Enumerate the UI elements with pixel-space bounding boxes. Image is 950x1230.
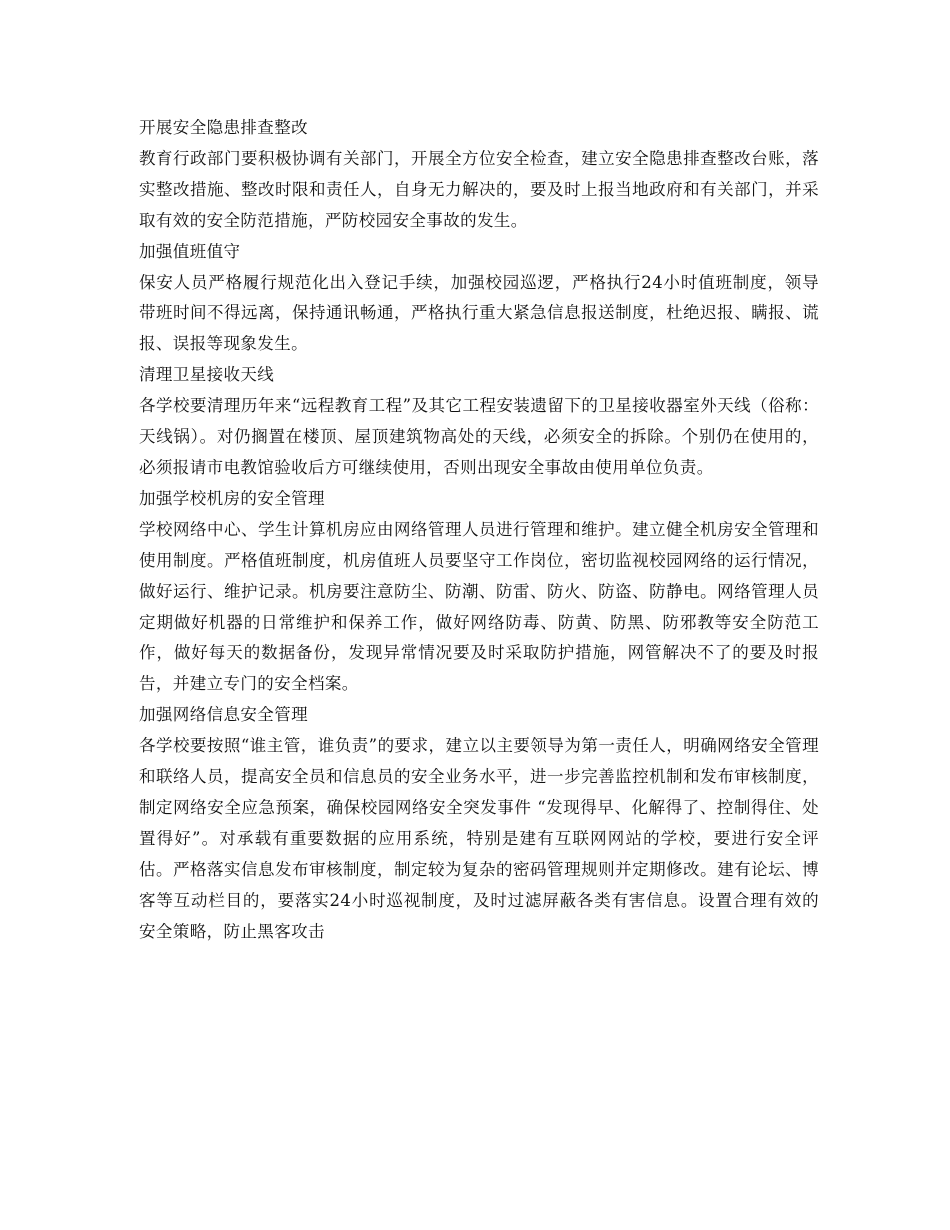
section-body: 各学校要按照“谁主管，谁负责”的要求，建立以主要领导为第一责任人，明确网络安全管理和联络人员，提高安全员和信息员的安全业务水平，进一步完善监控机制和发布审核制度，制定网络安全应急预案，确保校园网络安全突发事件 “发现得早、化解得了、控制得住、处置得好”。对承载有重要数据的应用系统，特别是建有互联网网站的学校，要进行安全评估。严格落实信息发布审核制度，制定较为复杂的密码管理规则并定期修改。建有论坛、博客等互动栏目的，要落实24小时巡视制度，及时过滤屏蔽各类有害信息。设置合理有效的安全策略，防止黑客攻击	[139, 736, 819, 941]
section-body: 保安人员严格履行规范化出入登记手续，加强校园巡逻，严格执行24小时值班制度，领导带班时间不得远离，保持通讯畅通，严格执行重大紧急信息报送制度，杜绝迟报、瞒报、谎报、误报等现象发生。	[139, 272, 819, 354]
section-duty-watch	[139, 237, 819, 361]
section-title: 清理卫星接收天线	[139, 365, 275, 385]
section-body: 学校网络中心、学生计算机房应由网络管理人员进行管理和维护。建立健全机房安全管理和使用制度。严格值班制度，机房值班人员要坚守工作岗位，密切监视校园网络的运行情况，做好运行、维护记录。机房要注意防尘、防潮、防雷、防火、防盗、防静电。网络管理人员定期做好机器的日常维护和保养工作，做好网络防毒、防黄、防黑、防邪教等安全防范工作，做好每天的数据备份，发现异常情况要及时采取防护措施，网管解决不了的要及时报告，并建立专门的安全档案。	[139, 519, 819, 694]
section-title: 加强网络信息安全管理	[139, 705, 308, 725]
section-computer-room-safety	[139, 484, 819, 700]
section-safety-hazard-inspection	[139, 113, 819, 237]
section-body: 各学校要清理历年来“远程教育工程”及其它工程安装遗留下的卫星接收器室外天线（俗称：天线锅）。对仍搁置在楼顶、屋顶建筑物高处的天线，必须安全的拆除。个别仍在使用的，必须报请市电教馆验收后方可继续使用，否则出现安全事故由使用单位负责。	[139, 396, 819, 477]
section-title: 加强值班值守	[139, 241, 241, 261]
section-satellite-antenna	[139, 360, 819, 484]
document-page	[139, 113, 819, 947]
section-network-info-security	[139, 700, 819, 947]
section-title: 加强学校机房的安全管理	[139, 488, 325, 508]
section-title: 开展安全隐患排查整改	[139, 118, 308, 137]
section-body: 教育行政部门要积极协调有关部门，开展全方位安全检查，建立安全隐患排查整改台账，落实整改措施、整改时限和责任人，自身无力解决的，要及时上报当地政府和有关部门，并采取有效的安全防范措施，严防校园安全事故的发生。	[139, 148, 819, 230]
